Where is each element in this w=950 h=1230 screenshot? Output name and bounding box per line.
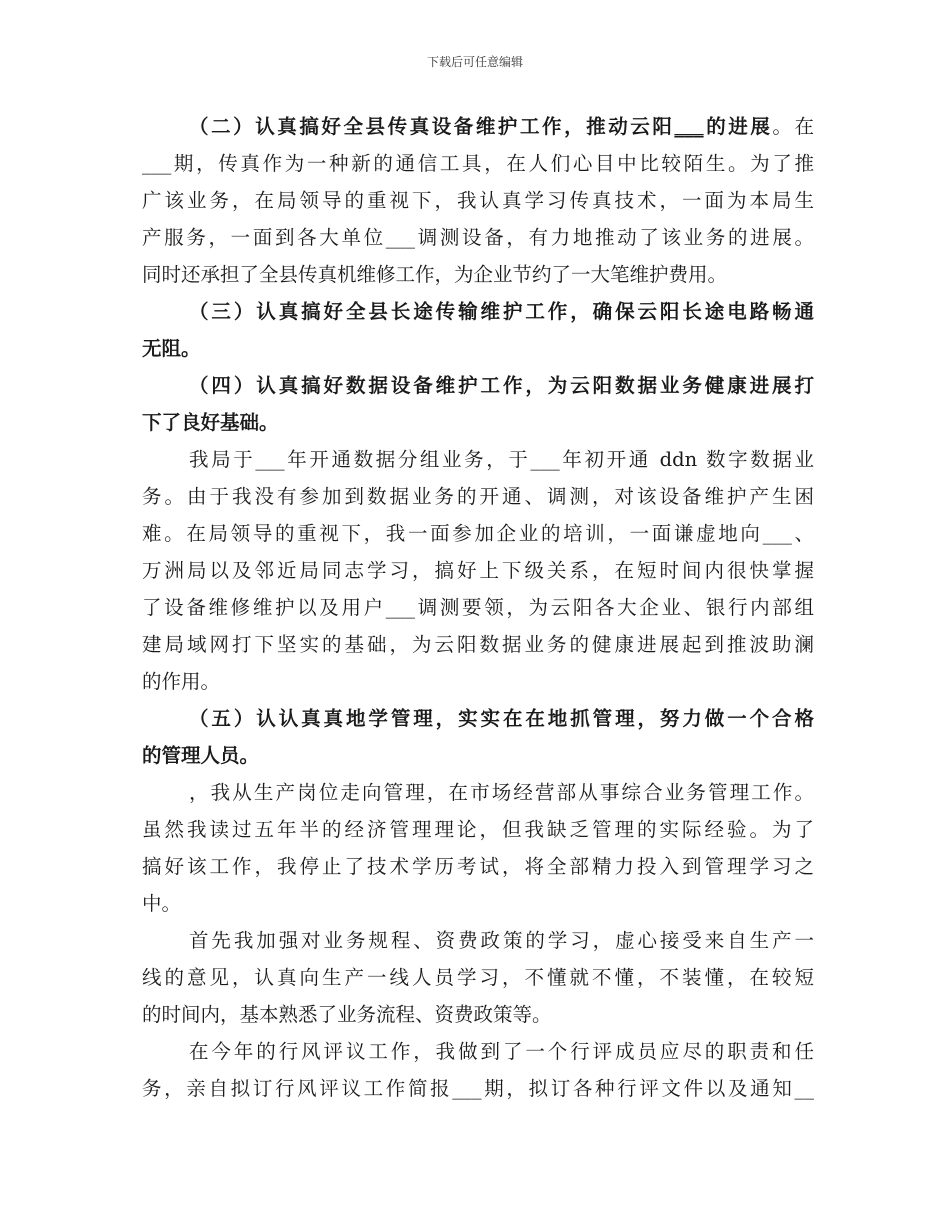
body-text: 。在 [772, 115, 814, 138]
text-line: 建局域网打下坚实的基础，为云阳数据业务的健康进展起到推波助澜 [142, 633, 814, 656]
section-heading [142, 293, 814, 367]
paragraph [142, 108, 814, 293]
text-line: 务，亲自拟订行风评议工作简报___期，拟订各种行评文件以及通知__ [142, 1077, 814, 1100]
text-line: 虽然我读过五年半的经济管理理论，但我缺乏管理的实际经验。为了 [142, 818, 814, 841]
text-line: （四）认真搞好数据设备维护工作，为云阳数据业务健康进展打 [189, 374, 814, 397]
text-line: 的作用。 [142, 670, 221, 693]
text-line: 线的意见，认真向生产一线人员学习，不懂就不懂，不装懂，在较短 [142, 966, 814, 989]
paragraph [142, 1033, 814, 1107]
document-body [142, 108, 814, 1107]
page-header-note: 下载后可任意编辑 [426, 55, 523, 69]
text-line: 搞好该工作，我停止了技术学历考试，将全部精力投入到管理学习之 [142, 855, 814, 878]
text-line [142, 108, 814, 145]
text-line: 同时还承担了全县传真机维修工作，为企业节约了一大笔维护费用。 [142, 263, 728, 286]
blank-field: ___ [674, 115, 704, 138]
paragraph [142, 922, 814, 1033]
text-line: ，我从生产岗位走向管理，在市场经营部从事综合业务管理工作。 [189, 781, 814, 804]
text-line: （五）认认真真地学管理，实实在在地抓管理，努力做一个合格 [189, 707, 814, 730]
text-line: 产服务，一面到各大单位___调测设备，有力地推动了该业务的进展。 [142, 226, 814, 249]
text-line: ___期，传真作为一种新的通信工具，在人们心目中比较陌生。为了推 [142, 152, 814, 175]
paragraph [142, 441, 814, 700]
text-line: 首先我加强对业务规程、资费政策的学习，虚心接受来自生产一 [189, 929, 814, 952]
text-line: 在今年的行风评议工作，我做到了一个行评成员应尽的职责和任 [189, 1040, 814, 1063]
text-line: 我局于___年开通数据分组业务，于___年初开通 ddn 数字数据业 [189, 448, 814, 471]
text-line: （三）认真搞好全县长途传输维护工作，确保云阳长途电路畅通 [189, 300, 814, 323]
text-line: 务。由于我没有参加到数据业务的开通、调测，对该设备维护产生困 [142, 485, 814, 508]
text-line: 了设备维修维护以及用户___调测要领，为云阳各大企业、银行内部组 [142, 596, 814, 619]
heading-text: 的进展 [703, 115, 773, 138]
paragraph [142, 774, 814, 922]
heading-text: （二）认真搞好全县传真设备维护工作，推动云阳 [189, 115, 675, 138]
text-line: 万洲局以及邻近局同志学习，搞好上下级关系，在短时间内很快掌握 [142, 559, 814, 582]
text-line: 中。 [142, 892, 182, 915]
text-line: 下了良好基础。 [142, 411, 279, 434]
text-line: 广该业务，在局领导的重视下，我认真学习传真技术，一面为本局生 [142, 189, 814, 212]
text-line: 难。在局领导的重视下，我一面参加企业的培训，一面谦虚地向___、 [142, 522, 814, 545]
section-heading [142, 367, 814, 441]
text-line: 无阻。 [142, 337, 201, 360]
text-line: 的时间内，基本熟悉了业务流程、资费政策等。 [142, 1003, 552, 1026]
section-heading [142, 700, 814, 774]
text-line: 的管理人员。 [142, 744, 260, 767]
